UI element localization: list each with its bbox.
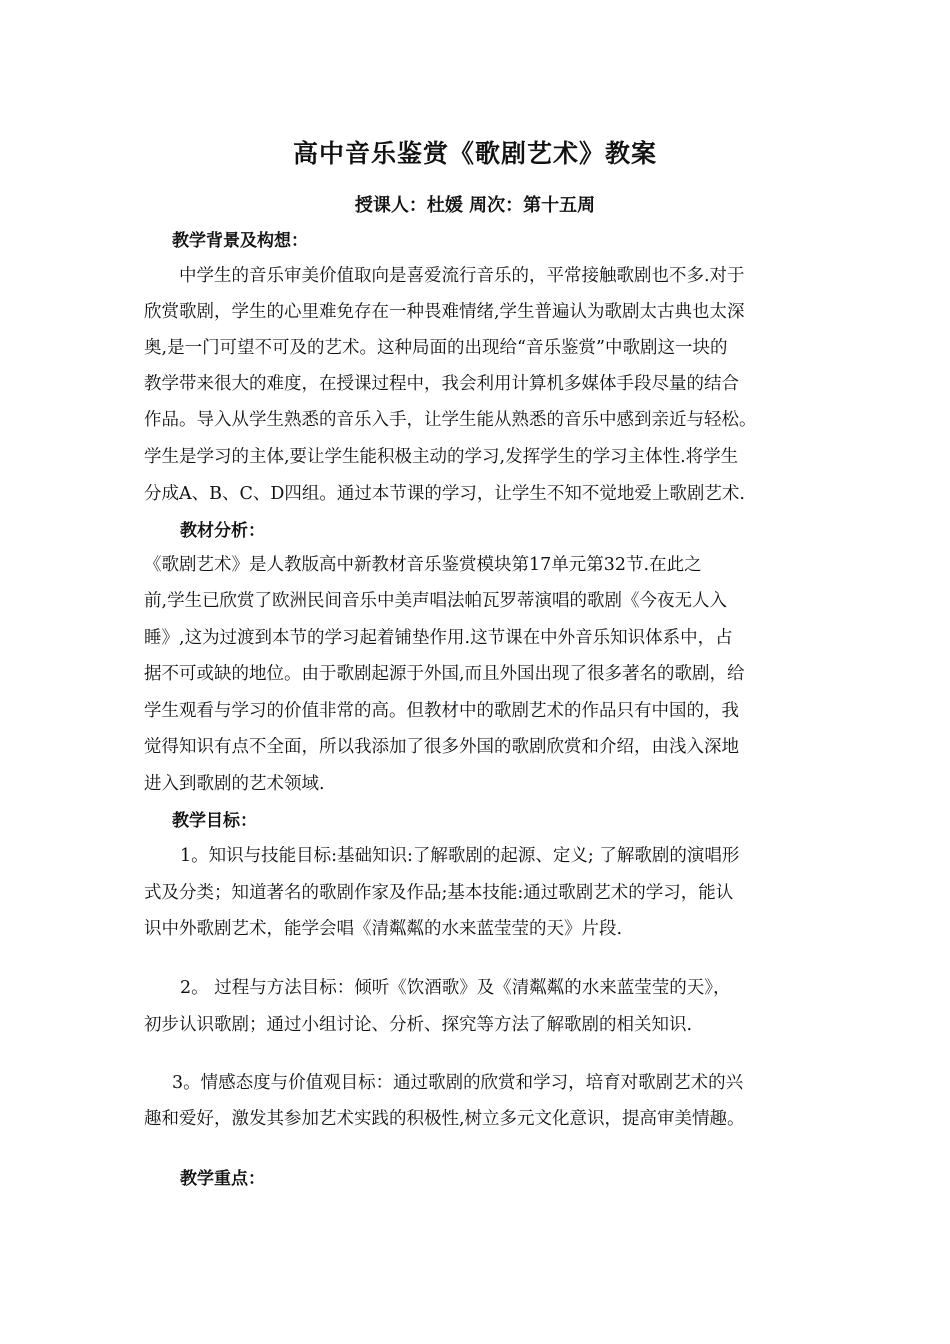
paragraph-line: 教学带来很大的难度，在授课过程中，我会利用计算机多媒体手段尽量的结合 — [144, 374, 739, 394]
goal-line: 2。 过程与方法目标：倾听《饮酒歌》及《清粼粼的水来蓝莹莹的天》， — [180, 978, 731, 998]
paragraph-line: 睡》,这为过渡到本节的学习起着铺垫作用.这节课在中外音乐知识体系中，占 — [144, 628, 733, 648]
goal-line: 3。情感态度与价值观目标：通过歌剧的欣赏和学习，培育对歌剧艺术的兴 — [172, 1073, 744, 1093]
paragraph-line: 前,学生已欣赏了欧洲民间音乐中美声唱法帕瓦罗蒂演唱的歌剧《今夜无人入 — [144, 591, 728, 611]
paragraph-line: 欣赏歌剧，学生的心里难免存在一种畏难情绪,学生普遍认为歌剧太古典也太深 — [144, 302, 745, 322]
paragraph-line: 进入到歌剧的艺术领域. — [144, 774, 325, 794]
paragraph-line: 奥,是一门可望不可及的艺术。这种局面的出现给“音乐鉴赏”中歌剧这一块的 — [144, 338, 728, 358]
goal-line: 趣和爱好，激发其参加艺术实践的积极性,树立多元文化意识，提高审美情趣。 — [144, 1109, 745, 1129]
document-byline: 授课人：杜媛 周次：第十五周 — [354, 195, 596, 216]
goal-line: 式及分类；知道著名的歌剧作家及作品;基本技能:通过歌剧艺术的学习，能认 — [144, 883, 734, 903]
goal-line: 1。知识与技能目标:基础知识:了解歌剧的起源、定义; 了解歌剧的演唱形 — [180, 846, 740, 866]
section-heading-background: 教学背景及构想： — [172, 231, 308, 251]
paragraph-line: 学生是学习的主体,要让学生能积极主动的学习,发挥学生的学习主体性.将学生 — [144, 447, 739, 467]
paragraph-line: 分成A、B、C、D四组。通过本节课的学习，让学生不知不觉地爱上歌剧艺术. — [144, 484, 745, 504]
section-heading-goals: 教学目标： — [172, 811, 257, 831]
goal-line: 识中外歌剧艺术，能学会唱《清粼粼的水来蓝莹莹的天》片段. — [144, 919, 623, 939]
paragraph-line: 觉得知识有点不全面，所以我添加了很多外国的歌剧欣赏和介绍，由浅入深地 — [144, 737, 739, 757]
goal-line: 初步认识歌剧；通过小组讨论、分析、探究等方法了解歌剧的相关知识. — [144, 1015, 693, 1035]
document-title: 高中音乐鉴赏《歌剧艺术》教案 — [292, 139, 657, 168]
section-heading-key-points: 教学重点： — [180, 1169, 265, 1189]
section-heading-material: 教材分析： — [180, 521, 265, 541]
paragraph-line: 作品。导入从学生熟悉的音乐入手，让学生能从熟悉的音乐中感到亲近与轻松。 — [144, 410, 757, 430]
paragraph-line: 据不可或缺的地位。由于歌剧起源于外国,而且外国出现了很多著名的歌剧，给 — [144, 664, 745, 684]
paragraph-line: 中学生的音乐审美价值取向是喜爱流行音乐的，平常接触歌剧也不多.对于 — [179, 266, 745, 286]
paragraph-line: 学生观看与学习的价值非常的高。但教材中的歌剧艺术的作品只有中国的，我 — [144, 701, 739, 721]
paragraph-line: 《歌剧艺术》是人教版高中新教材音乐鉴赏模块第17单元第32节.在此之 — [144, 555, 702, 575]
